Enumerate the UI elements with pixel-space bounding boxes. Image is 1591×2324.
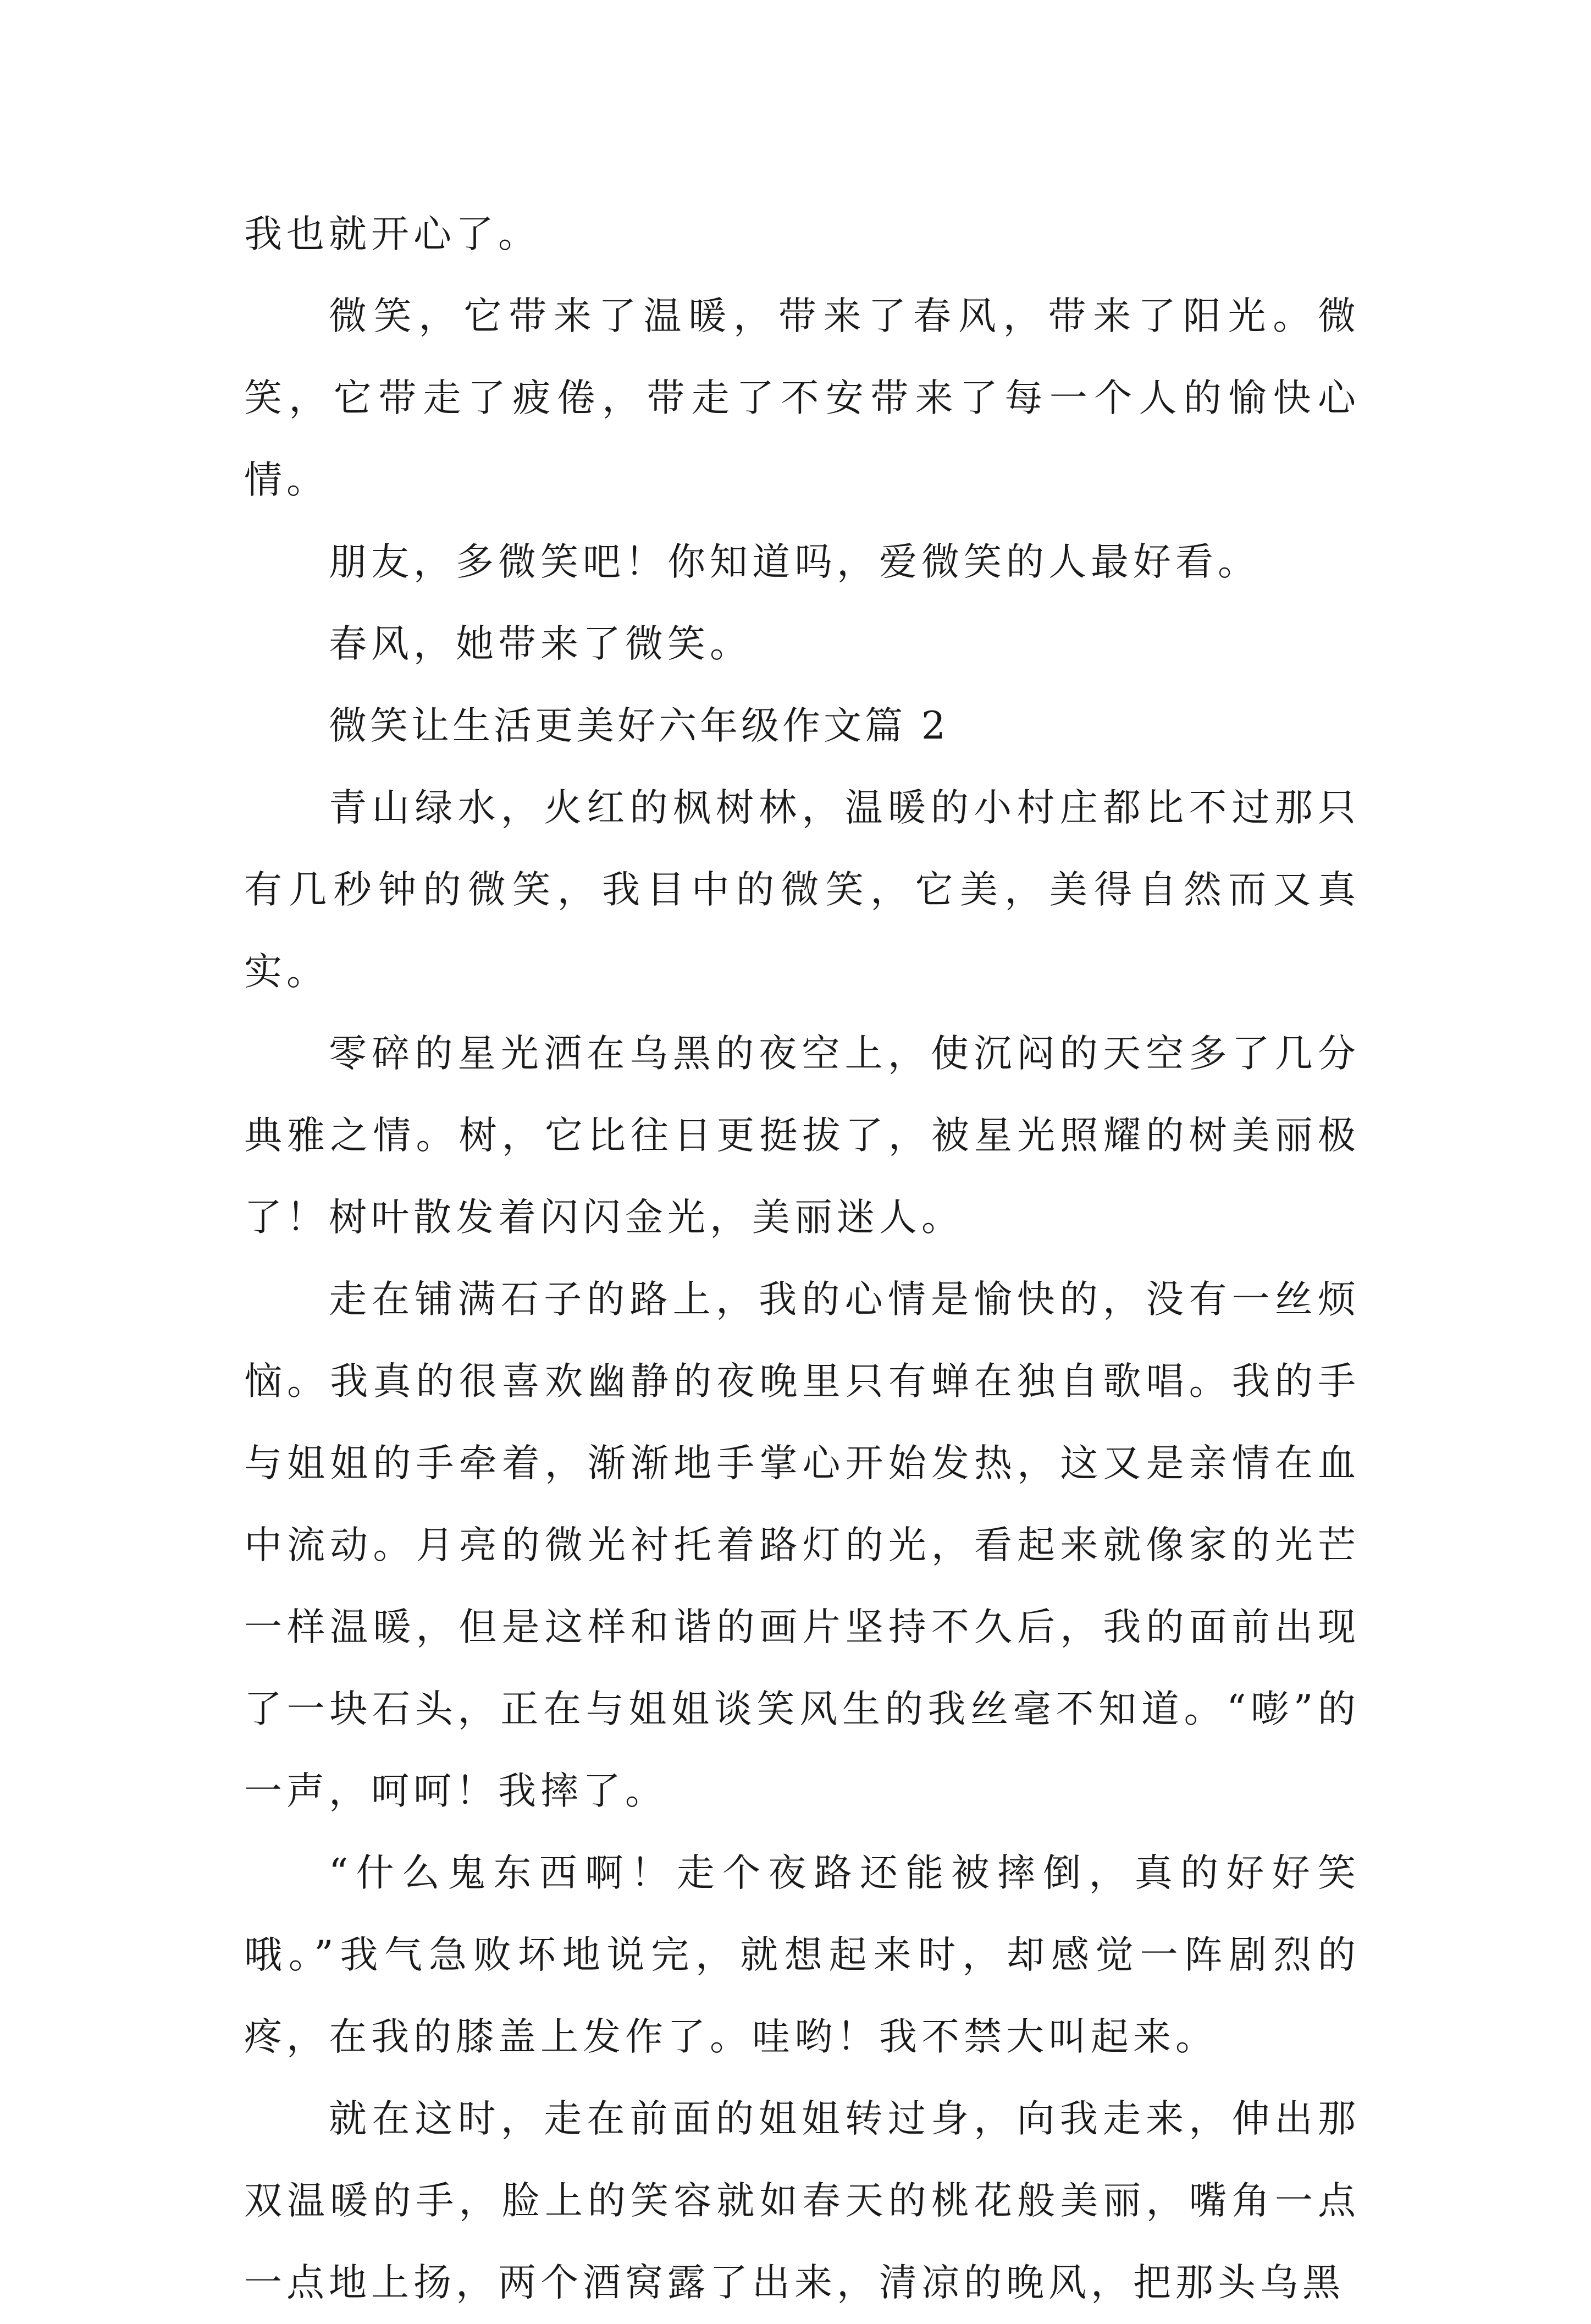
- section-heading: 微笑让生活更美好六年级作文篇 2: [329, 704, 949, 748]
- paragraph-8: 走在铺满石子的路上，我的心情是愉快的，没有一丝烦恼。我真的很喜欢幽静的夜晚里只有蝉在独自歌唱。我的手与姐姐的手牵着，渐渐地手掌心开始发热，这又是亲情在血中流动。月亮的微光衬托着路灯的光，看起来就像家的光芒一样温暖，但是这样和谐的画片坚持不久后，我的面前出现了一块石头，正在与姐姐谈笑风生的我丝毫不知道。“嘭”的一声，呵呵！我摔了。: [244, 1277, 1360, 1813]
- paragraph-1: 我也就开心了。: [244, 212, 540, 256]
- paragraph-7: 零碎的星光洒在乌黑的夜空上，使沉闷的天空多了几分典雅之情。树，它比往日更挺拔了，被星光照耀的树美丽极了！树叶散发着闪闪金光，美丽迷人。: [244, 1032, 1360, 1240]
- paragraph-3: 朋友，多微笑吧！你知道吗，爱微笑的人最好看。: [329, 540, 1260, 584]
- paragraph-10: 就在这时，走在前面的姐姐转过身，向我走来，伸出那双温暖的手，脸上的笑容就如春天的桃花般美丽，嘴角一点一点地上扬，两个酒窝露了出来，清凉的晚风，把那头乌黑: [244, 2097, 1360, 2305]
- paragraph-9: “什么鬼东西啊！走个夜路还能被摔倒，真的好好笑哦。”我气急败坏地说完，就想起来时，却感觉一阵剧烈的疼，在我的膝盖上发作了。哇哟！我不禁大叫起来。: [244, 1851, 1360, 2059]
- paragraph-2: 微笑，它带来了温暖，带来了春风，带来了阳光。微笑，它带走了疲倦，带走了不安带来了每一个人的愉快心情。: [244, 294, 1360, 502]
- paragraph-4: 春风，她带来了微笑。: [329, 622, 752, 666]
- paragraph-6: 青山绿水，火红的枫树林，温暖的小村庄都比不过那只有几秒钟的微笑，我目中的微笑，它美，美得自然而又真实。: [244, 786, 1360, 994]
- document-page: [244, 194, 1360, 2324]
